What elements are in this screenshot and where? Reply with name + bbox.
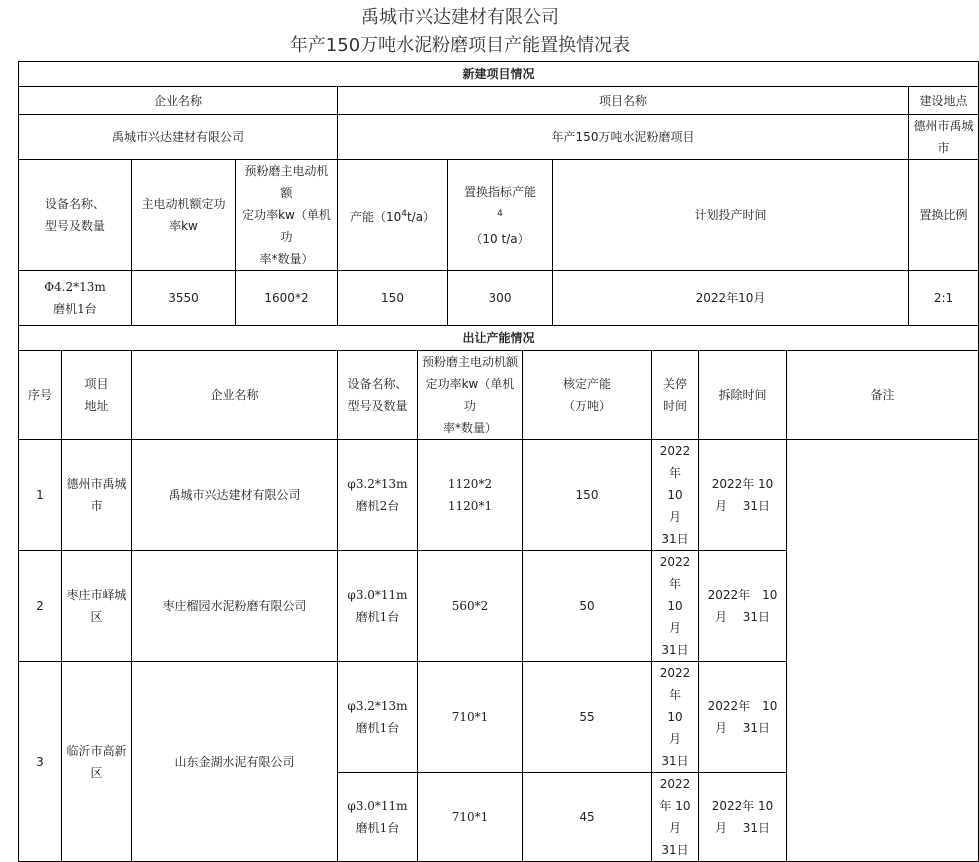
new-equipment: Φ4.2*13m 磨机1台 (19, 271, 132, 326)
row-pre-grind-power: 560*2 (418, 551, 523, 662)
row-capacity: 55 (523, 662, 652, 773)
header-remark: 备注 (787, 351, 979, 440)
row-shutdown: 2022年 10 月 31日 (652, 551, 699, 662)
row-company: 山东金湖水泥有限公司 (132, 662, 338, 862)
row-equipment: φ3.2*13m 磨机2台 (338, 440, 418, 551)
header-location: 建设地点 (909, 87, 979, 115)
row-address: 枣庄市峄城 区 (62, 551, 132, 662)
row-capacity: 50 (523, 551, 652, 662)
new-project-name: 年产150万吨水泥粉磨项目 (338, 115, 909, 160)
row-demolish: 2022年 10 月 31日 (699, 440, 787, 551)
row-company: 禹城市兴达建材有限公司 (132, 440, 338, 551)
row-capacity: 150 (523, 440, 652, 551)
row-remark (787, 440, 979, 862)
header-out-equipment: 设备名称、 型号及数量 (338, 351, 418, 440)
header-company-name: 企业名称 (19, 87, 338, 115)
row-no: 3 (19, 662, 62, 862)
row-pre-grind-power: 710*1 (418, 773, 523, 862)
header-replace-capacity: 置换指标产能 $^4$ （10 t/a） (448, 160, 553, 271)
row-demolish: 2022年 10 月 31日 (699, 773, 787, 862)
new-capacity: 150 (338, 271, 448, 326)
new-motor-power: 3550 (132, 271, 236, 326)
header-motor-power: 主电动机额定功 率kw (132, 160, 236, 271)
header-ratio: 置换比例 (909, 160, 979, 271)
row-shutdown: 2022年 10 月 31日 (652, 440, 699, 551)
row-demolish: 2022年 10 月 31日 (699, 662, 787, 773)
new-location: 德州市禹城市 (909, 115, 979, 160)
capacity-replacement-table (18, 61, 979, 862)
row-shutdown: 2022年 10 月 31日 (652, 773, 699, 862)
new-ratio: 2:1 (909, 271, 979, 326)
page-title-table: 年产150万吨水泥粉磨项目产能置换情况表 (289, 35, 631, 56)
header-no: 序号 (19, 351, 62, 440)
table-row (19, 440, 979, 551)
section-new-project: 新建项目情况 (19, 62, 979, 87)
section-out-capacity: 出让产能情况 (19, 326, 979, 351)
row-pre-grind-power: 710*1 (418, 662, 523, 773)
new-plan-time: 2022年10月 (553, 271, 909, 326)
new-company-name: 禹城市兴达建材有限公司 (19, 115, 338, 160)
row-equipment: φ3.0*11m 磨机1台 (338, 551, 418, 662)
row-pre-grind-power: 1120*2 1120*1 (418, 440, 523, 551)
header-project-name: 项目名称 (338, 87, 909, 115)
row-company: 枣庄榴园水泥粉磨有限公司 (132, 551, 338, 662)
row-address: 临沂市高新 区 (62, 662, 132, 862)
new-pre-grind-power: 1600*2 (236, 271, 338, 326)
row-address: 德州市禹城 市 (62, 440, 132, 551)
new-replace-capacity: 300 (448, 271, 553, 326)
page-title-company: 禹城市兴达建材有限公司 (361, 7, 559, 28)
header-shutdown-time: 关停 时间 (652, 351, 699, 440)
header-equipment: 设备名称、 型号及数量 (19, 160, 132, 271)
header-plan-time: 计划投产时间 (553, 160, 909, 271)
header-out-capacity: 核定产能 （万吨） (523, 351, 652, 440)
row-demolish: 2022年 10 月 31日 (699, 551, 787, 662)
header-out-company: 企业名称 (132, 351, 338, 440)
header-capacity: 产能$(10^4t/a)$ (338, 160, 448, 271)
row-shutdown: 2022年 10 月 31日 (652, 662, 699, 773)
header-demolish-time: 拆除时间 (699, 351, 787, 440)
row-no: 2 (19, 551, 62, 662)
header-address: 项目 地址 (62, 351, 132, 440)
row-equipment: φ3.0*11m 磨机1台 (338, 773, 418, 862)
header-out-pre-grind-power: 预粉磨主电动机额 定功率kw（单机功 率*数量） (418, 351, 523, 440)
row-no: 1 (19, 440, 62, 551)
row-equipment: φ3.2*13m 磨机1台 (338, 662, 418, 773)
header-pre-grind-power: 预粉磨主电动机额 定功率kw（单机功 率*数量） (236, 160, 338, 271)
row-capacity: 45 (523, 773, 652, 862)
